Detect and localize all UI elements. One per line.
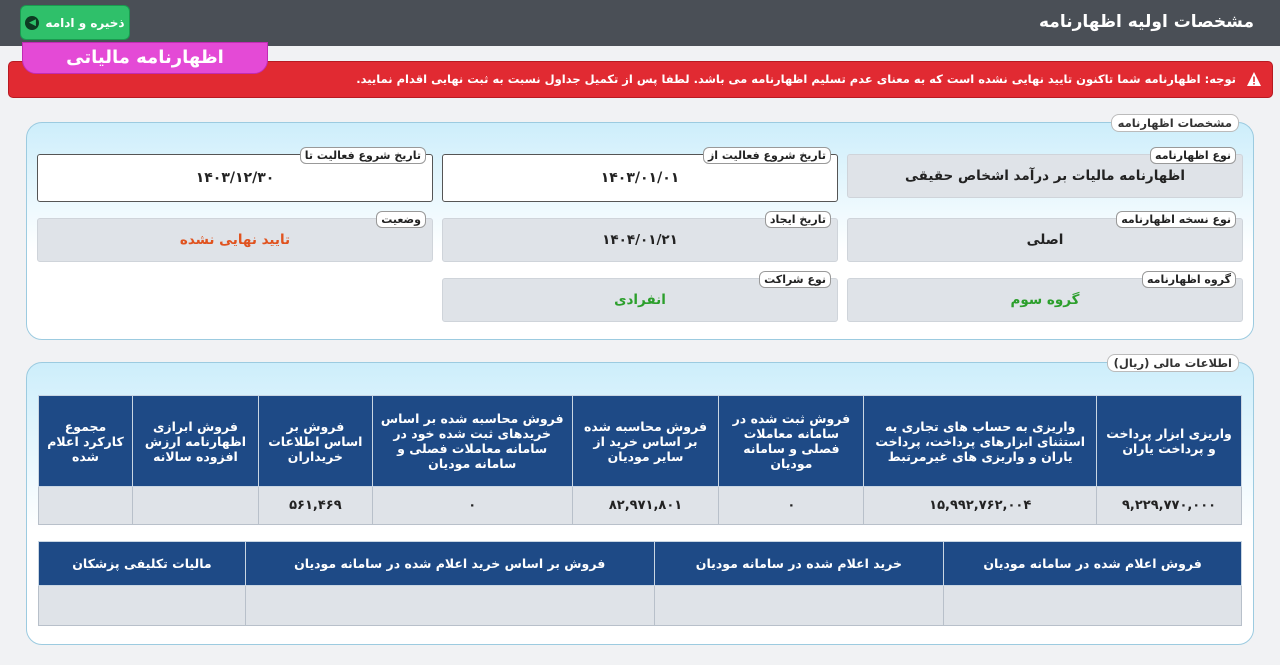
table-cell: ۸۲,۹۷۱,۸۰۱ <box>572 487 719 525</box>
status-value: تایید نهایی نشده <box>179 232 291 248</box>
partnership-type-label: نوع شراکت <box>759 271 831 288</box>
table-header: واریزی ابزار پرداخت و پرداخت یاران <box>1097 396 1242 487</box>
table-header-row <box>39 542 1242 586</box>
table-cell <box>944 586 1242 626</box>
creation-date-value: ۱۴۰۴/۰۱/۲۱ <box>602 232 678 248</box>
warning-icon <box>1246 71 1262 87</box>
table-header: فروش اعلام شده در سامانه مودیان <box>944 542 1242 586</box>
table-header: فروش محاسبه شده بر اساس خرید از سایر مودیان <box>572 396 719 487</box>
partnership-type-field <box>442 273 838 322</box>
page-title: مشخصات اولیه اظهارنامه <box>1039 12 1254 32</box>
table-cell: ۱۵,۹۹۲,۷۶۲,۰۰۴ <box>864 487 1097 525</box>
table-cell <box>654 586 944 626</box>
financial-table-main <box>38 395 1242 525</box>
declaration-details-card <box>26 116 1254 340</box>
declaration-version-value: اصلی <box>1026 232 1064 248</box>
save-button-label: ذخیره و ادامه <box>45 15 125 30</box>
table-cell <box>245 586 654 626</box>
table-cell: ۹,۲۲۹,۷۷۰,۰۰۰ <box>1097 487 1242 525</box>
declaration-details-legend: مشخصات اظهارنامه <box>1111 114 1239 132</box>
declaration-version-field <box>847 213 1243 262</box>
activity-start-from-value: ۱۴۰۳/۰۱/۰۱ <box>600 170 680 186</box>
table-cell: ۵۶۱,۴۶۹ <box>258 487 372 525</box>
table-cell <box>39 487 133 525</box>
table-cell: ۰ <box>719 487 864 525</box>
activity-start-from-field[interactable] <box>442 149 838 202</box>
activity-start-to-field[interactable] <box>37 149 433 202</box>
declaration-type-label: نوع اظهارنامه <box>1150 147 1236 164</box>
activity-start-from-label: تاریخ شروع فعالیت از <box>703 147 831 164</box>
table-cell <box>133 487 259 525</box>
tax-return-badge: اظهارنامه مالیاتی <box>22 42 268 74</box>
save-and-continue-button[interactable] <box>20 5 130 40</box>
creation-date-field <box>442 213 838 262</box>
table-header: واریزی به حساب های تجاری به استثنای ابزارهای پرداخت، پرداخت یاران و واریزی های غیرمرتبط <box>864 396 1097 487</box>
top-bar <box>0 0 1280 46</box>
table-row <box>39 586 1242 626</box>
arrow-left-icon: ◀ <box>25 16 39 30</box>
table-header: فروش بر اساس خرید اعلام شده در سامانه مودیان <box>245 542 654 586</box>
table-header: مالیات تکلیفی پزشکان <box>39 542 246 586</box>
financial-info-legend: اطلاعات مالی (ریال) <box>1107 354 1239 372</box>
declaration-group-label: گروه اظهارنامه <box>1142 271 1236 288</box>
table-header-row <box>39 396 1242 487</box>
partnership-type-value: انفرادی <box>614 292 666 308</box>
creation-date-label: تاریخ ایجاد <box>765 211 831 228</box>
table-header: فروش ثبت شده در سامانه معاملات فصلی و سامانه مودیان <box>719 396 864 487</box>
status-label: وضعیت <box>376 211 426 228</box>
activity-start-to-label: تاریخ شروع فعالیت تا <box>300 147 426 164</box>
declaration-type-value: اظهارنامه مالیات بر درآمد اشخاص حقیقی <box>904 168 1186 184</box>
table-row <box>39 487 1242 525</box>
declaration-type-field <box>847 149 1243 198</box>
status-field <box>37 213 433 262</box>
table-header: مجموع کارکرد اعلام شده <box>39 396 133 487</box>
declaration-version-label: نوع نسخه اظهارنامه <box>1116 211 1236 228</box>
table-header: فروش ابرازی اظهارنامه ارزش افزوده سالانه <box>133 396 259 487</box>
financial-table-secondary <box>38 541 1242 626</box>
table-header: فروش محاسبه شده بر اساس خریدهای ثبت شده خود در سامانه معاملات فصلی و سامانه مودیان <box>372 396 572 487</box>
declaration-group-field <box>847 273 1243 322</box>
table-header: خرید اعلام شده در سامانه مودیان <box>654 542 944 586</box>
declaration-group-value: گروه سوم <box>1010 292 1080 308</box>
table-cell: ۰ <box>372 487 572 525</box>
table-cell <box>39 586 246 626</box>
activity-start-to-value: ۱۴۰۳/۱۲/۳۰ <box>195 170 275 186</box>
table-header: فروش بر اساس اطلاعات خریداران <box>258 396 372 487</box>
alert-text: توجه: اظهارنامه شما تاکنون تایید نهایی نشده است که به معنای عدم تسلیم اظهارنامه می باشد. لطفا پس از تکمیل جداول نسبت به ثبت نهایی اقدام نمایید. <box>356 72 1236 86</box>
